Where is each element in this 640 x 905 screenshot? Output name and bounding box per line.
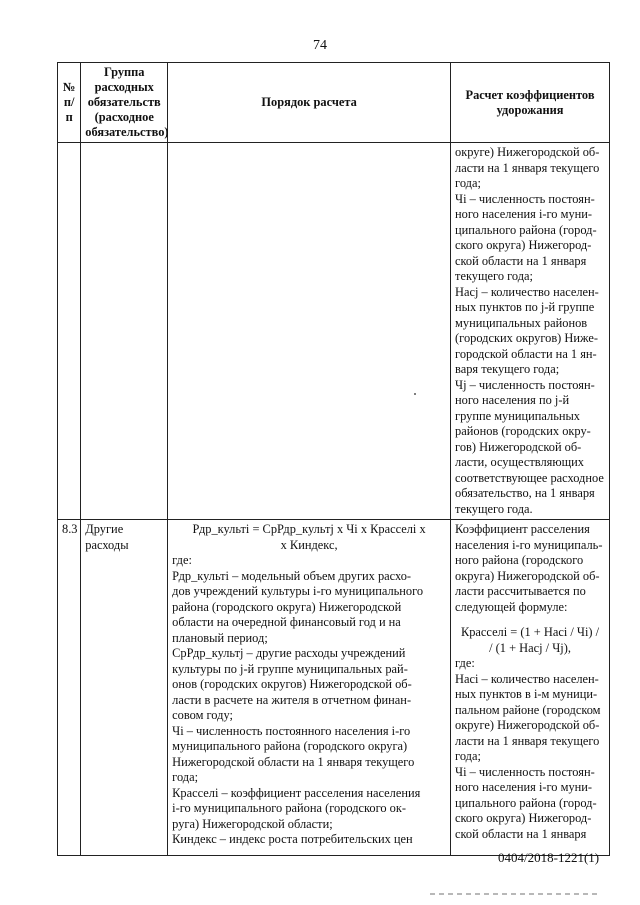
- text-line: Насj – количество населен-: [455, 284, 599, 299]
- text-line: округе) Нижегородской об-: [455, 145, 600, 159]
- text-line: обязательство, на 1 января: [455, 486, 595, 500]
- formula-line: Красселi = (1 + Насi / Чi) /: [460, 625, 600, 639]
- table-header-row: [58, 63, 610, 143]
- text-line: ласти на 1 января текущего: [455, 733, 600, 748]
- text-line: ного района (городского: [455, 553, 584, 567]
- text-line: СрРдр_культj – другие расходы учреждений: [172, 646, 406, 660]
- text-line: где:: [172, 553, 192, 567]
- text-line: ных пунктов по j-й группе: [455, 300, 595, 314]
- text-line: года;: [172, 770, 199, 784]
- text-line: Нижегородской области на 1 января текущего: [172, 754, 415, 769]
- text-line: культуры по j-й группе муниципальных рай-: [172, 661, 408, 676]
- text-line: ской области на 1 января: [455, 253, 587, 268]
- text-line: группе муниципальных: [455, 408, 580, 423]
- text-line: Чi – численность постоянного населения i-го: [172, 723, 411, 738]
- text-line: i-го муниципального района (городского ок-: [172, 801, 407, 815]
- cell-coefficients: [451, 143, 610, 520]
- table-row: [58, 143, 610, 520]
- text-line: следующей формуле:: [455, 599, 568, 614]
- text-line: Красселi – коэффициент расселения населения: [172, 785, 421, 800]
- text-line: Насi – количество населен-: [455, 671, 599, 686]
- text-line: ного населения i-го муни-: [455, 780, 593, 794]
- text-line: ской области на 1 января: [455, 826, 587, 841]
- text-line: городской области на 1 ян-: [455, 346, 597, 361]
- text-line: гов) Нижегородской об-: [455, 439, 582, 454]
- formula-line: Рдр_культi = СрРдр_культj х Чi х Красселi х: [192, 522, 426, 536]
- text-line: Рдр_культi – модельный объем других расхо-: [172, 568, 412, 583]
- text-line: ного населения по j-й: [455, 393, 570, 407]
- cell-number: [58, 143, 81, 520]
- text-line: ласти, осуществляющих: [455, 455, 584, 469]
- header-procedure: Порядок расчета: [168, 63, 451, 143]
- text-line: года;: [455, 749, 481, 763]
- text-line: ципального района (город-: [455, 222, 597, 237]
- text-line: муниципального района (городского округа): [172, 739, 408, 753]
- text-line: где:: [455, 656, 475, 670]
- text-line: текущего года.: [455, 501, 533, 516]
- text-line: Чi – численность постоян-: [455, 191, 595, 206]
- formula-line: / (1 + Насj / Чj),: [489, 640, 571, 655]
- cell-procedure: [168, 143, 451, 520]
- text-line: ласти на 1 января текущего: [455, 160, 600, 175]
- text-line: ского округа) Нижегород-: [455, 811, 592, 825]
- text-line: ласти в расчете на жителя в отчетном финан-: [172, 692, 412, 707]
- text-line: муниципальных районов: [455, 315, 588, 330]
- text-line: области на очередной финансовый год и на: [172, 615, 401, 629]
- text-line: Киндекс – индекс роста потребительских цен: [172, 832, 413, 846]
- text-line: ных пунктов в i-м муници-: [455, 687, 598, 701]
- text-line: пальном районе (городском: [455, 702, 601, 717]
- row-group: Другие расходы: [81, 520, 168, 856]
- text-line: района (городского округа) Нижегородской: [172, 599, 402, 614]
- calculation-table: [57, 62, 610, 856]
- text-line: текущего года;: [455, 269, 533, 283]
- text-line: совом году;: [172, 708, 233, 722]
- text-line: (городских округов) Ниже-: [455, 331, 599, 345]
- text-line: плановый период;: [172, 630, 268, 645]
- header-group: Группа расходных обязательств (расходное обязательство): [81, 63, 168, 143]
- text-line: Чj – численность постоян-: [455, 377, 595, 392]
- header-coefficients: Расчет коэффициентов удорожания: [451, 63, 610, 143]
- text-line: Коэффициент расселения: [455, 522, 590, 536]
- text-line: Чi – численность постоян-: [455, 764, 595, 779]
- page-number: 74: [313, 38, 327, 53]
- text-line: онов (городских округов) Нижегородской об-: [172, 677, 412, 691]
- text-line: ципального района (город-: [455, 795, 597, 810]
- formula-line: х Киндекс,: [280, 537, 338, 552]
- text-line: ласти рассчитывается по: [455, 584, 586, 598]
- row-procedure: [168, 520, 451, 856]
- text-line: ного населения i-го муни-: [455, 207, 593, 221]
- text-line: соответствующее расходное: [455, 470, 604, 485]
- text-line: дов учреждений культуры i-го муниципального: [172, 584, 424, 598]
- text-line: районов (городских окру-: [455, 424, 591, 438]
- row-number: 8.3: [58, 520, 81, 856]
- text-line: руга) Нижегородской области;: [172, 816, 333, 831]
- document-code: 0404/2018-1221(1): [498, 850, 600, 865]
- scan-artifact: [430, 893, 600, 895]
- text-line: округе) Нижегородской об-: [455, 718, 600, 732]
- table-row: [58, 520, 610, 856]
- text-line: года;: [455, 176, 481, 190]
- scan-dot: [414, 393, 416, 395]
- row-coefficients: [451, 520, 610, 856]
- cell-group: [81, 143, 168, 520]
- text-line: округа) Нижегородской об-: [455, 568, 600, 583]
- header-number: № п/п: [58, 63, 81, 143]
- text-line: ского округа) Нижегород-: [455, 238, 592, 252]
- text-line: варя текущего года;: [455, 362, 560, 376]
- text-line: населения i-го муниципаль-: [455, 537, 603, 552]
